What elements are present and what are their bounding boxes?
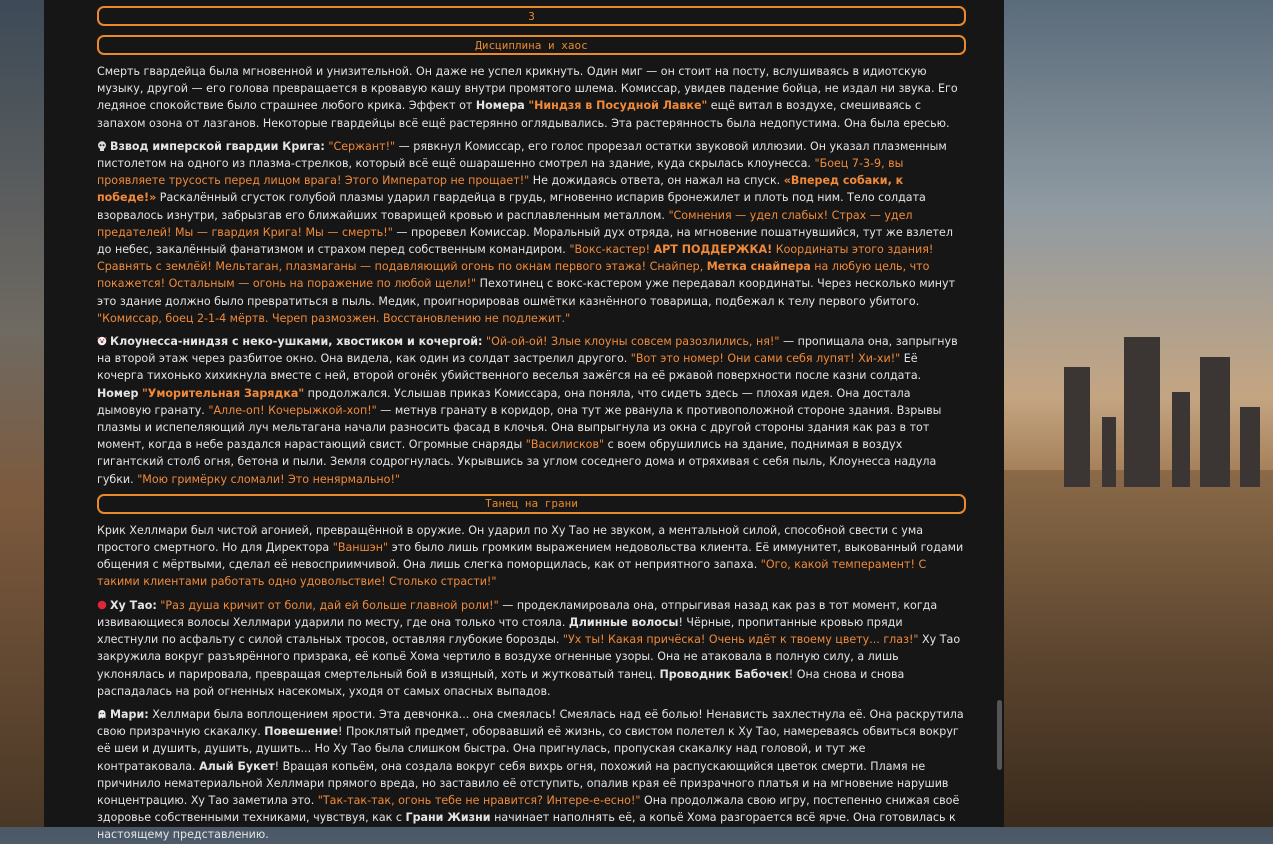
- story-panel: [44, 0, 1004, 842]
- background-left: [0, 0, 44, 827]
- narrative-paragraph: Смерть гвардейца была мгновенной и унизительной. Он даже не успел крикнуть. Один миг — он стоит на посту, вслушиваясь в идиотскую музыку, другой — его голова превращается в кровавую кашу внутри промятого шлема. Комиссар, увидев падение бойца, не издал ни звука. Его ледяное спокойствие было страшнее любого крика. Эффект от Номера "Ниндзя в Посудной Лавке" ещё витал в воздухе, смешиваясь с запахом озона от лазганов. Некоторые гвардейцы всё ещё растерянно оглядывались. Эта растерянность была недопустима. Она была ересью.: [97, 65, 958, 130]
- section-title-box: [97, 494, 966, 514]
- background-right: [1004, 0, 1273, 827]
- speaker-name: Ху Тао:: [110, 598, 157, 612]
- clown-ninja-paragraph: Клоунесса-ниндзя с неко-ушками, хвостиком и кочергой: "Ой-ой-ой! Злые клоуны совсем разозлились, ня!" — пропищала она, запрыгнув на второй этаж через разбитое окно. Она видела, как один из солдат застрелил другого. "Вот это номер! Они сами себя лупят! Хи-хи!" Её кочерга тихонько хихикнула вместе с ней, второй огонёк убийственного веселья зажёгся на её ржавой поверхности после казни солдата. Номер "Уморительная Зарядка" продолжался. Услышав приказ Комиссара, она поняла, что сидеть здесь — плохая идея. Она достала дымовую гранату. "Алле-оп! Кочерыжкой-хоп!" — метнув гранату в коридор, она тут же рванула к противоположной стороне здания. Взрывы плазмы и испепеляющий луч мельтагана начали разносить фасад в клочья. Она выпрыгнула из окна с другой стороны здания как раз в тот момент, когда в небе раздался нарастающий свист. Огромные снаряды "Василисков" с воем обрушились на здание, поднимая в воздух гигантский столб огня, бетона и пыли. Земля содрогнулась. Укрывшись за углом соседнего дома и отряхивая с себя пыль, Клоунесса надула губки. "Мою гримёрку сломали! Это ненярмально!": [97, 335, 958, 486]
- mari-paragraph: Мари: Хеллмари была воплощением ярости. Эта девчонка... она смеялась! Смеялась над её болью! Ненависть захлестнула её. Она раскрутила свою призрачную скакалку. Повешение! Проклятый предмет, оборвавший её жизнь, со свистом полетел к Ху Тао, намереваясь обвиться вокруг её шеи и душить, душить, душить... Но Ху Тао была слишком быстра. Она пригнулась, пропуская скакалку над головой, и тут же контратаковала. Алый Букет! Вращая копьём, она создала вокруг себя вихрь огня, похожий на распускающийся цветок смерти. Пламя не причинило нематериальной Хеллмари прямого вреда, но заставило её отступить, опалив края её призрачного платья и на мгновение нарушив концентрацию. Ху Тао заметила это. "Так-так-так, огонь тебе не нравится? Интере-е-есно!" Она продолжала свою игру, постепенно снижая своё здоровье собственными техниками, чувствуя, как с Грани Жизни начинает наполнять её, а копьё Хома разгорается всё ярче. Она готовилась к настоящему представлению.: [97, 707, 964, 842]
- scrollbar-thumb[interactable]: [997, 700, 1002, 770]
- page-number-box: [97, 6, 966, 26]
- hu-tao-paragraph: Ху Тао: "Раз душа кричит от боли, дай ей больше главной роли!" — продекламировала она, отпрыгивая назад как раз в тот момент, когда извивающиеся волосы Хеллмари ударили по месту, где она только что стояла. Длинные волосы! Чёрные, пропитанные кровью пряди хлестнули по асфальту с силой стальных тросов, оставляя глубокие борозды. "Ух ты! Какая причёска! Очень идёт к твоему цвету... глаз!" Ху Тао закружила вокруг разъярённого призрака, её копьё Хома чертило в воздухе огненные узоры. Она не атаковала в полную силу, а лишь уклонялась и парировала, превращая смертельный бой в изящный, хоть и жутковатый танец. Проводник Бабочек! Она снова и снова распадалась на рой огненных насекомых, уходя от самых опасных выпадов.: [97, 598, 961, 698]
- skull-icon: [97, 141, 107, 151]
- ghost-icon: [97, 709, 107, 719]
- krieg-squad-paragraph: Взвод имперской гвардии Крига: "Сержант!" — рявкнул Комиссар, его голос прорезал остатки звуковой иллюзии. Он указал плазменным пистолетом на одного из плазма-стрелков, который всё ещё ошарашенно смотрел на здание, куда скрылась клоунесса. "Боец 7-3-9, вы проявляете трусость перед лицом врага! Этого Император не прощает!" Не дожидаясь ответа, он нажал на спуск. «Вперед собаки, к победе!» Раскалённый сгусток голубой плазмы ударил гвардейца в грудь, мгновенно испарив бронежилет и плоть под ним. Тело солдата взорвалось изнутри, забрызгав его ближайших товарищей кровью и расплавленным металлом. "Сомнения — удел слабых! Страх — удел предателей! Мы — гвардия Крига! Мы — смерть!" — проревел Комиссар. Моральный дух отряда, на мгновение пошатнувшийся, тут же взлетел до небес, закалённый фанатизмом и страхом перед собственным командиром. "Вокс-кастер! АРТ ПОДДЕРЖКА! Координаты этого здания! Сравнять с землёй! Мельтаган, плазмаганы — подавляющий огонь по окнам первого этажа! Снайпер, Метка снайпера на любую цель, что покажется! Остальным — огонь на поражение по любой щели!" Пехотинец с вокс-кастером уже передавал координаты. Через несколько минут это здание должно было превратиться в пыль. Медик, проигнорировав ошмётки казнённого товарища, подбежал к телу первого убитого. "Комиссар, боец 2-1-4 мёртв. Череп размозжен. Восстановлению не подлежит.": [97, 139, 956, 325]
- story-content: [97, 6, 966, 844]
- speaker-name: Взвод имперской гвардии Крига:: [110, 139, 325, 153]
- speaker-name: Мари:: [110, 707, 149, 721]
- clown-face-icon: [97, 336, 107, 346]
- section-title-box: [97, 35, 966, 55]
- red-circle-icon: [97, 600, 107, 610]
- speaker-name: Клоунесса-ниндзя с неко-ушками, хвостиком и кочергой:: [110, 335, 483, 349]
- section-title: Дисциплина и хаос: [475, 38, 588, 52]
- section-title: Танец на грани: [485, 497, 578, 511]
- narrative-paragraph: Крик Хеллмари был чистой агонией, превращённой в оружие. Он ударил по Ху Тао не звуком, а ментальной силой, способной свести с ума простого смертного. Но для Директора "Ваншэн" это было лишь громким выражением недовольства клиента. Её иммунитет, выкованный годами общения с мёртвыми, сделал её невосприимчивой. Она лишь слегка поморщилась, как от неприятного запаха. "Ого, какой темперамент! С такими клиентами работать одно удовольствие! Столько страсти!": [97, 523, 964, 589]
- page-number: 3: [528, 9, 535, 23]
